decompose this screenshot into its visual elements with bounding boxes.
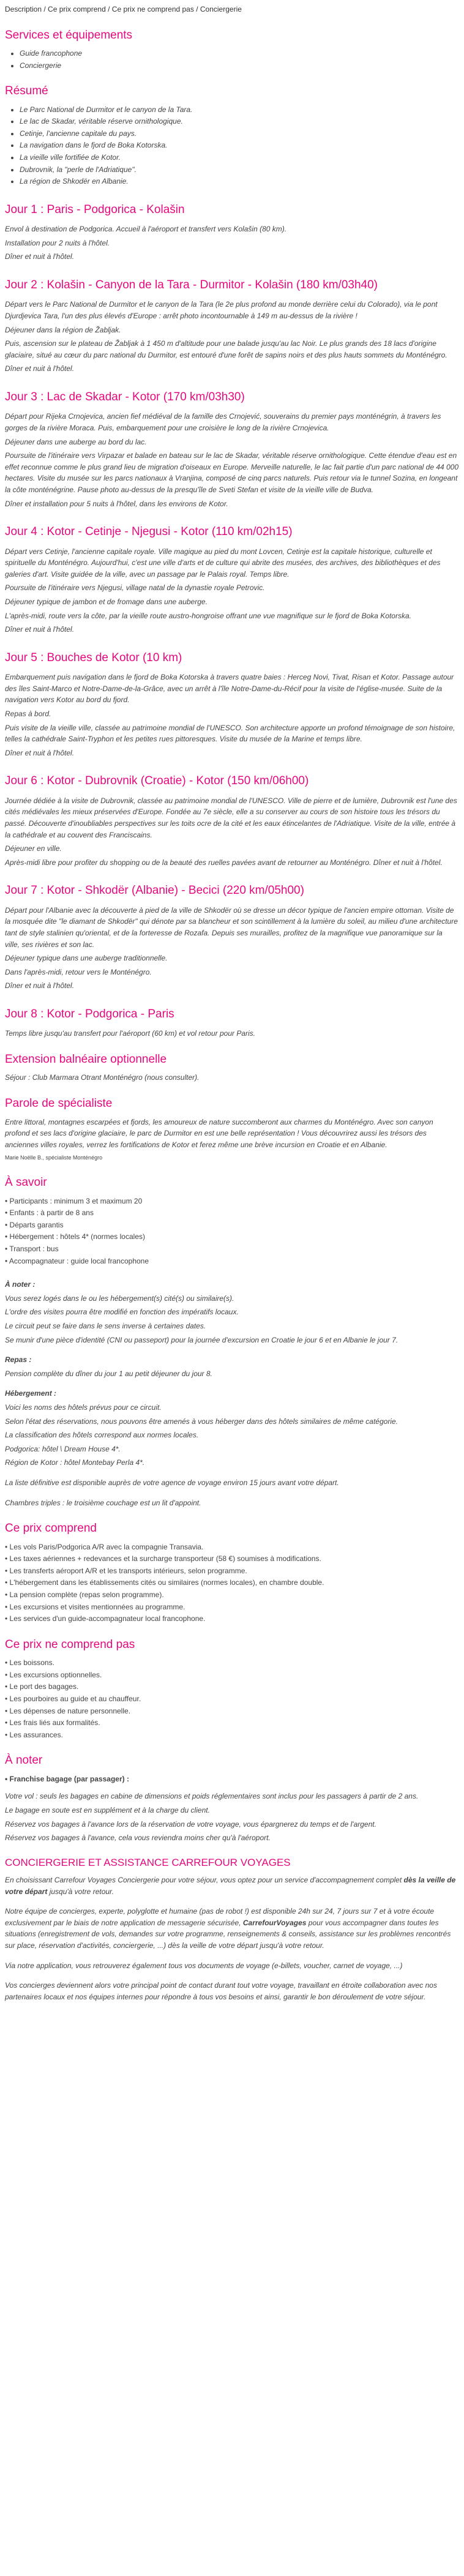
day-text: Après-midi libre pour profiter du shopping ou de la beauté des ruelles pavées avant de retourner au Monténégro. Dîner et nuit à l'hôtel.: [5, 858, 443, 867]
concierge-text: Vos concierges deviennent alors votre principal point de contact durant tout votre voyage, travaillant en étroite collaboration avec nos partenaires locaux et nos équipes internes pour répondre à tous vos besoins et ainsi, garantir le bon déroulement de votre séjour.: [5, 1981, 437, 2001]
know-title: À savoir: [5, 1176, 47, 1189]
day-text: Envol à destination de Podgorica. Accueil à l'aéroport et transfert vers Kolašin (80 km).: [5, 225, 287, 234]
list-item: • Enfants : à partir de 8 ans: [5, 1207, 459, 1219]
day-text: Dîner et nuit à l'hôtel.: [5, 252, 75, 261]
day-text: Repas à bord.: [5, 710, 51, 719]
list-item: • Les services d'un guide-accompagnateur local francophone.: [5, 1613, 459, 1625]
baggage-text: Le bagage en soute est en supplément et à la charge du client.: [5, 1805, 210, 1814]
concierge-title: CONCIERGERIE ET ASSISTANCE CARREFOUR VOYAGES: [5, 1856, 291, 1868]
concierge-app-name: CarrefourVoyages: [242, 1918, 307, 1927]
list-item: • Guide francophone: [20, 48, 459, 59]
day-5: [5, 649, 459, 759]
extension-title: Extension balnéaire optionnelle: [5, 1053, 167, 1066]
concierge-text: [5, 1906, 459, 1951]
list-item: • La navigation dans le fjord de Boka Kotorska.: [20, 140, 459, 151]
day-text: L'après-midi, route vers la côte, par la vieille route austro-hongroise offrant une vue magnifique sur le fjord de Boka Kotorska.: [5, 611, 411, 620]
day-7: [5, 882, 459, 992]
list-item: • L'hébergement dans les établissements cités ou similaires (normes locales), en chambre double.: [5, 1577, 459, 1589]
concierge-text-part: jusqu'à votre retour.: [47, 1887, 114, 1896]
baggage-text: Réservez vos bagages à l'avance lors de la réservation de votre voyage, vous épargnerez du temps et de l'argent.: [5, 1819, 376, 1829]
list-item: • Départs garantis: [5, 1219, 459, 1231]
list-item: • Les boissons.: [5, 1657, 459, 1669]
list-item: • La vieille ville fortifiée de Kotor.: [20, 152, 459, 163]
note-text: Se munir d'une pièce d'identité (CNI ou passeport) pour la journée d'excursion en Croatie le jour 6 et en Albanie le jour 7.: [5, 1335, 399, 1344]
concierge-text-part: En choisissant Carrefour Voyages Conciergerie pour votre séjour, vous optez pour un service d'accompagnement complet: [5, 1876, 404, 1885]
list-item: • Dubrovnik, la "perle de l'Adriatique".: [20, 164, 459, 176]
services-title: Services et équipements: [5, 28, 133, 42]
tab-separator: /: [105, 5, 112, 13]
concierge-text-bold: dès la veille de votre départ: [5, 1876, 456, 1896]
list-item: • Le lac de Skadar, véritable réserve ornithologique.: [20, 116, 459, 127]
day-text: Départ pour l'Albanie avec la découverte à pied de la ville de Shkodër où se dresse un décor typique de l'ancien empire ottoman. Visite de la mosquée dite "le diamant de Shkodër" qui dénote par sa blancheur et son scintillement à la lumière du soleil, au milieu d'une architecture tant de style stalinien qu'oriental, et de la forteresse de Rozafa. Depuis ses murailles, profitez de la magnifique vue panoramique sur la ville, ses rivières et son lac.: [5, 905, 458, 949]
services-list: [5, 48, 459, 71]
list-item: • Conciergerie: [20, 60, 459, 72]
day-text: Déjeuner en ville.: [5, 844, 62, 853]
list-item: • Les pourboires au guide et au chauffeur.: [5, 1693, 459, 1705]
tab-included[interactable]: Ce prix comprend: [48, 5, 106, 13]
day-text: Embarquement puis navigation dans le fjord de Boka Kotorska à travers quatre baies : Herceg Novi, Tivat, Risan et Kotor. Passage autour des îles Saint-Marco et Notre-Dame-de-la-Grâce, avec un arrêt à l'île Notre-Dame-du-Récif pour la visite de l'église-musée. Suite de la navigation vers Kotor au bord du fjord.: [5, 673, 454, 705]
day-text: Puis visite de la vieille ville, classée au patrimoine mondial de l'UNESCO. Son architecture apporte un profond témoignage de son histoire, telles la cathédrale Saint-Tryphon et les petites rues pittoresques. Visite du musée de la Marine et temps libre.: [5, 723, 455, 744]
day-title: Jour 5 : Bouches de Kotor (10 km): [5, 651, 182, 664]
tab-bar: [5, 4, 459, 15]
baggage-text: Réservez vos bagages à l'avance, cela vous reviendra moins cher qu'à l'aéroport.: [5, 1833, 271, 1843]
list-item: • Participants : minimum 3 et maximum 20: [5, 1196, 459, 1207]
list-item: • Cetinje, l'ancienne capitale du pays.: [20, 128, 459, 140]
day-text: Déjeuner typique de jambon et de fromage dans une auberge.: [5, 597, 208, 607]
day-1: [5, 201, 459, 263]
list-item: • Les assurances.: [5, 1729, 459, 1741]
list-item: • Les vols Paris/Podgorica A/R avec la compagnie Transavia.: [5, 1541, 459, 1553]
day-text: Poursuite de l'itinéraire vers Njegusi, village natal de la dynastie royale Petrovic.: [5, 583, 265, 593]
day-text: Dîner et installation pour 5 nuits à l'hôtel, dans les environs de Kotor.: [5, 499, 228, 508]
day-3: [5, 388, 459, 509]
day-text: Déjeuner dans la région de Žabljak.: [5, 325, 121, 334]
day-title: Jour 4 : Kotor - Cetinje - Njegusi - Kotor (110 km/02h15): [5, 525, 293, 539]
day-text: Départ vers le Parc National de Durmitor et le canyon de la Tara (le 2e plus profond au monde derrière celui du Colorado), via le pont Djurdjevica Tara, l'un des plus élevés d'Europe : arrêt photo incontournable à 149 m au-dessus de la rivière !: [5, 300, 438, 321]
day-text: Journée dédiée à la visite de Dubrovnik, classée au patrimoine mondial de l'UNESCO. Ville de pierre et de lumière, Dubrovnik est l'une des cités médiévales les mieux préservées d'Europe. Fondée au 7e siècle, elle a su conserver au cours de son histoire tous les trésors du passé. Découverte d'inoubliables perspectives sur les toits ocre de la cité et les eaux étincelantes de l'Adriatique. Visite de la ville, entrée à la cathédrale et au couvent des Franciscains.: [5, 796, 457, 839]
tab-not-included[interactable]: Ce prix ne comprend pas: [111, 5, 194, 13]
note-label: À noter :: [5, 1280, 36, 1289]
day-text: Départ vers Cetinje, l'ancienne capitale royale. Ville magique au pied du mont Lovcen, Cetinje est la capitale historique, culturelle et spirituelle du Monténégro. Aujourd'hui, c'est une ville d'arts et de culture qui abrite des musées, des archives, des bibliothèques et des galeries d'art. Visite guidée de la ville, avec un passage par le Palais royal. Temps libre.: [5, 547, 441, 578]
day-2: [5, 276, 459, 375]
concierge-text-part: Notre équipe de concierges, experte, polyglotte et humaine (pas de robot !) est disponible 24h sur 24, 7 jours sur 7 et à votre écoute exclusivement par le biais de notre application de messagerie sécurisée,: [5, 1907, 435, 1927]
concierge-text: Via notre application, vous retrouverez également tous vos documents de voyage (e-billets, voucher, carnet de voyage, ...): [5, 1961, 403, 1970]
baggage-list: [5, 1773, 459, 1785]
day-title: Jour 1 : Paris - Podgorica - Kolašin: [5, 203, 185, 216]
meals-label: Repas :: [5, 1355, 32, 1365]
list-item: • La pension complète (repas selon programme).: [5, 1589, 459, 1601]
triple-room-text: Chambres triples : le troisième couchage est un lit d'appoint.: [5, 1498, 201, 1507]
day-title: Jour 8 : Kotor - Podgorica - Paris: [5, 1008, 174, 1020]
day-text: Dîner et nuit à l'hôtel.: [5, 364, 75, 373]
know-list: [5, 1196, 459, 1267]
concierge-text: [5, 1874, 459, 1897]
tab-separator: /: [42, 5, 48, 13]
day-text: Dîner et nuit à l'hôtel.: [5, 748, 75, 757]
list-item: • Le port des bagages.: [5, 1681, 459, 1693]
list-item: • La région de Shkodër en Albanie.: [20, 176, 459, 187]
list-item: • Hébergement : hôtels 4* (normes locales): [5, 1231, 459, 1243]
summary-list: [5, 104, 459, 187]
day-title: Jour 6 : Kotor - Dubrovnik (Croatie) - Kotor (150 km/06h00): [5, 774, 309, 788]
specialist-text: Entre littoral, montagnes escarpées et fjords, les amoureux de nature succomberont aux charmes du Monténégro. Avec son canyon profond et ses lacs d'origine glaciaire, le parc de Durmitor en est une belle représentation ! Vous découvrirez aussi les trésors des anciennes villes royales, verrez les fortifications de Kotor et ferez même une brève incursion en Croatie et en Albanie.: [5, 1117, 433, 1149]
extension-text: Séjour : Club Marmara Otrant Monténégro (nous consulter).: [5, 1073, 200, 1082]
list-item: • Les frais liés aux formalités.: [5, 1717, 459, 1729]
list-item: • Les excursions et visites mentionnées au programme.: [5, 1601, 459, 1613]
note-text: Vous serez logés dans le ou les hébergement(s) cité(s) ou similaire(s).: [5, 1294, 234, 1303]
tab-separator: /: [193, 5, 200, 13]
lodging-text: Région de Kotor : hôtel Montebay Perla 4*.: [5, 1458, 145, 1467]
tab-concierge[interactable]: Conciergerie: [200, 5, 242, 13]
day-text: Déjeuner typique dans une auberge traditionnelle.: [5, 954, 168, 963]
day-text: Dîner et nuit à l'hôtel.: [5, 625, 75, 634]
list-item: • Les excursions optionnelles.: [5, 1669, 459, 1681]
concierge-text-part: pour vous accompagner dans toutes les situations (enregistrement de vols, demandes sur votre programme, renseignements & conseils, assistance sur les problèmes rencontrés sur place, réservation d'activités, conciergerie, ...) dès la veille de votre départ jusqu'à votre retour.: [5, 1918, 451, 1950]
included-list: [5, 1541, 459, 1625]
day-text: Dîner et nuit à l'hôtel.: [5, 981, 75, 990]
list-item: • Les taxes aériennes + redevances et la surcharge transporteur (58 €) soumises à modifications.: [5, 1553, 459, 1565]
meals-text: Pension complète du dîner du jour 1 au petit déjeuner du jour 8.: [5, 1369, 212, 1378]
note-text: L'ordre des visites pourra être modifié en fonction des impératifs locaux.: [5, 1308, 239, 1317]
list-item: • Les dépenses de nature personnelle.: [5, 1705, 459, 1717]
not-included-title: Ce prix ne comprend pas: [5, 1638, 135, 1651]
day-text: Dans l'après-midi, retour vers le Monténégro.: [5, 967, 152, 976]
lodging-label: Hébergement :: [5, 1389, 57, 1398]
day-8: [5, 1005, 459, 1039]
baggage-text: Votre vol : seuls les bagages en cabine de dimensions et poids réglementaires sont inclus pour les passagers à partir de 2 ans.: [5, 1792, 419, 1801]
day-text: Temps libre jusqu'au transfert pour l'aéroport (60 km) et vol retour pour Paris.: [5, 1029, 255, 1038]
day-text: Poursuite de l'itinéraire vers Virpazar et balade en bateau sur le lac de Skadar, véritable réserve ornithologique. Cette étendue d'eau est en effet reconnue comme le plus grand lieu de migration d'oiseaux en Europe. Merveille naturelle, le lac fait partie d'un parc national de 44 000 hectares. Visite du musée sur les parcs nationaux à Vranjina, composé de cinq parcs naturels. Puis retour via le tunnel Sozina, en longeant la côte monténégrine. Pause photo au-dessus de la presqu'île de Sveti Stefan et visite de la vieille ville de Budva.: [5, 451, 459, 495]
day-title: Jour 2 : Kolašin - Canyon de la Tara - Durmitor - Kolašin (180 km/03h40): [5, 279, 378, 292]
list-item: • Le Parc National de Durmitor et le canyon de la Tara.: [20, 104, 459, 116]
itinerary: [5, 201, 459, 1039]
included-title: Ce prix comprend: [5, 1522, 97, 1535]
list-item: • Les transferts aéroport A/R et les transports intérieurs, selon programme.: [5, 1565, 459, 1577]
tab-description[interactable]: Description: [5, 5, 42, 13]
note-title: À noter: [5, 1754, 43, 1767]
day-4: [5, 523, 459, 635]
specialist-title: Parole de spécialiste: [5, 1097, 113, 1110]
not-included-list: [5, 1657, 459, 1740]
day-6: [5, 772, 459, 868]
baggage-label: • Franchise bagage (par passager) :: [5, 1773, 459, 1785]
day-text: Déjeuner dans une auberge au bord du lac.: [5, 437, 147, 446]
specialist-signature: Marie Noëlle B., spécialiste Monténégro: [5, 1155, 103, 1161]
lodging-text: Selon l'état des réservations, nous pouvons être amenés à vous héberger dans des hôtels similaires de même catégorie.: [5, 1417, 398, 1426]
note-text: Le circuit peut se faire dans le sens inverse à certaines dates.: [5, 1322, 206, 1330]
day-title: Jour 7 : Kotor - Shkodër (Albanie) - Becici (220 km/05h00): [5, 884, 304, 897]
list-item: • Transport : bus: [5, 1243, 459, 1255]
lodging-text: La classification des hôtels correspond aux normes locales.: [5, 1431, 199, 1440]
page: [0, 4, 464, 2002]
list-item: • Accompagnateur : guide local francophone: [5, 1256, 459, 1267]
day-text: Installation pour 2 nuits à l'hôtel.: [5, 238, 110, 247]
day-text: Puis, ascension sur le plateau de Žabljak à 1 450 m d'altitude pour une balade jusqu'au lac Noir. Le plus grands des 18 lacs d'origine glaciaire, situé au cœur du parc national du Durmitor, est entouré d'une forêt de sapins noirs et des plus hauts sommets du Monténégro.: [5, 339, 447, 359]
lodging-text: Voici les noms des hôtels prévus pour ce circuit.: [5, 1402, 162, 1412]
summary-title: Résumé: [5, 84, 48, 98]
lodging-text: Podgorica: hôtel \ Dream House 4*.: [5, 1444, 121, 1453]
day-title: Jour 3 : Lac de Skadar - Kotor (170 km/03h30): [5, 391, 245, 404]
hotel-list-text: La liste définitive est disponible auprès de votre agence de voyage environ 15 jours avant votre départ.: [5, 1478, 339, 1487]
day-text: Départ pour Rijeka Crnojevica, ancien fief médiéval de la famille des Crnojević, souverains du premier pays monténégrin, à travers les gorges de la rivière Moraca. Puis, embarquement pour une croisière le long de la rivière Crnojevica.: [5, 412, 441, 433]
